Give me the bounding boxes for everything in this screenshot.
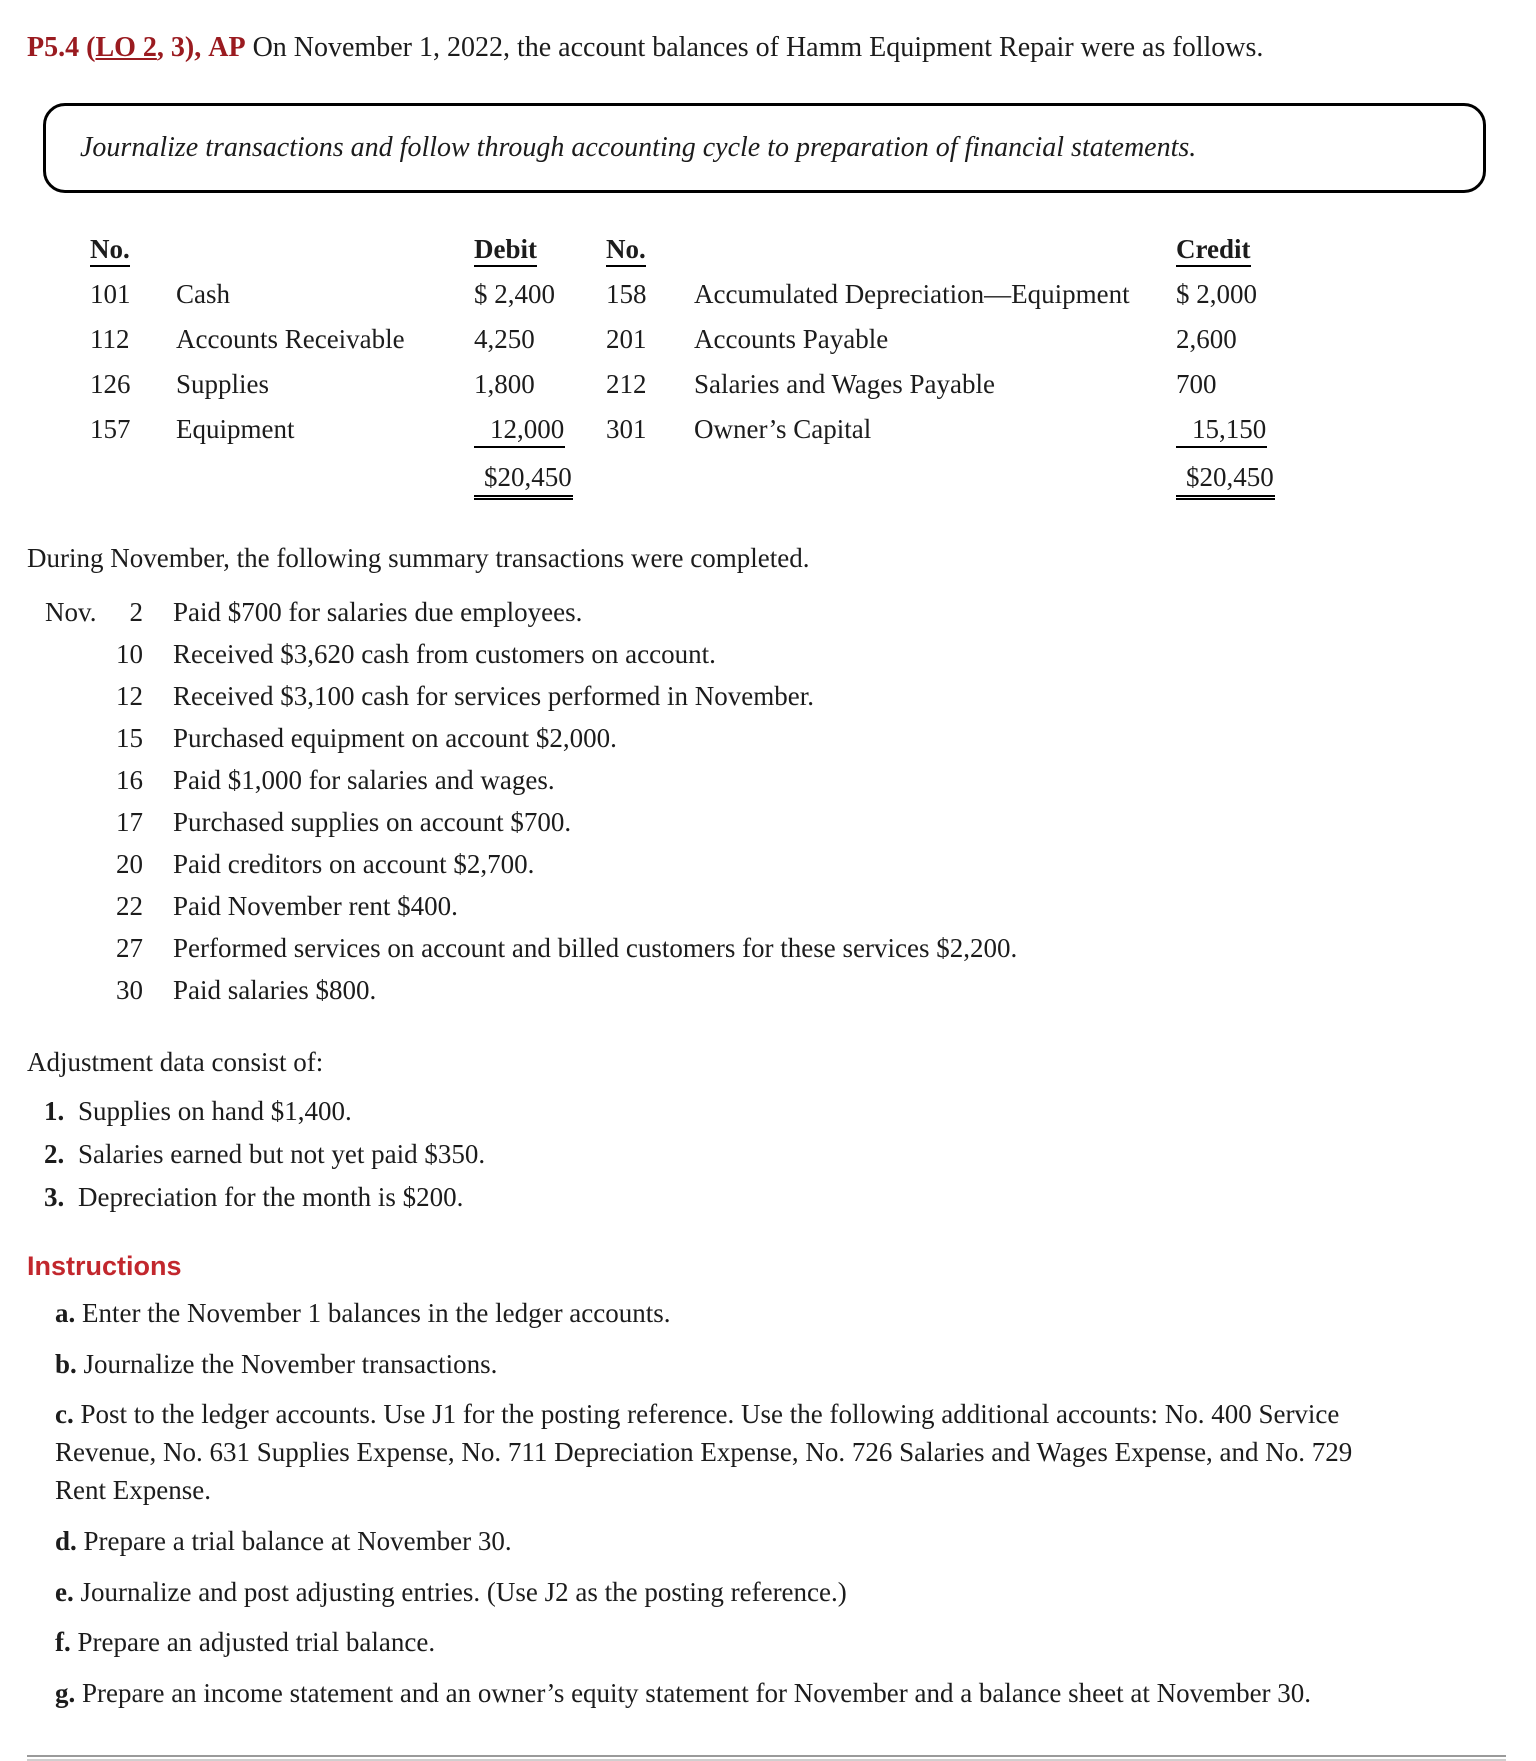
lo-rest: , 3), <box>156 32 202 63</box>
credit-balances-table <box>606 227 1314 500</box>
transaction-row <box>45 886 1506 928</box>
debit-balances-table <box>90 227 590 500</box>
transaction-text: Purchased equipment on account $2,000. <box>173 723 617 754</box>
month-label <box>45 723 103 754</box>
table-row <box>606 317 1314 362</box>
debit-total: $20,450 <box>474 462 573 500</box>
transaction-text: Paid creditors on account $2,700. <box>173 849 535 880</box>
table-header-row <box>90 227 590 272</box>
account-no: 101 <box>90 279 131 310</box>
amount: 15,150 <box>1176 414 1267 448</box>
adjustment-text: Salaries earned but not yet paid $350. <box>78 1138 486 1169</box>
transaction-text: Purchased supplies on account $700. <box>173 807 572 838</box>
account-no: 157 <box>90 414 131 445</box>
account-name: Cash <box>176 279 230 310</box>
account-name: Accounts Receivable <box>176 324 405 355</box>
lo-link[interactable]: LO 2 <box>95 32 157 63</box>
month-label <box>45 807 103 838</box>
transaction-row <box>45 760 1506 802</box>
amount: 1,800 <box>474 369 535 400</box>
account-name: Accumulated Depreciation—Equipment <box>694 279 1130 310</box>
day-label: 16 <box>116 765 143 796</box>
item-letter: c. <box>55 1399 74 1430</box>
transaction-row <box>45 718 1506 760</box>
item-letter: e. <box>55 1576 74 1607</box>
debit-column-header: Debit <box>474 234 537 267</box>
table-row <box>90 317 590 362</box>
day-label: 22 <box>116 891 143 922</box>
adjustments-list <box>44 1090 1506 1219</box>
list-item <box>55 1396 1385 1509</box>
item-number: 3. <box>44 1181 65 1212</box>
list-item <box>55 1624 1385 1662</box>
account-name: Owner’s Capital <box>694 414 872 445</box>
list-item <box>55 1523 1385 1561</box>
amount: $ 2,000 <box>1176 279 1257 310</box>
list-item <box>55 1675 1385 1713</box>
no-column-header: No. <box>90 234 130 267</box>
month-label <box>45 975 103 1006</box>
day-label: 27 <box>116 933 143 964</box>
adjustment-text: Depreciation for the month is $200. <box>78 1181 464 1212</box>
day-label: 2 <box>129 597 143 628</box>
table-row <box>90 272 590 317</box>
month-label <box>45 891 103 922</box>
month-label <box>45 639 103 670</box>
account-no: 158 <box>606 279 647 310</box>
lo-paren-open: ( <box>86 32 96 63</box>
instruction-text: Prepare a trial balance at November 30. <box>83 1525 512 1556</box>
transactions-intro: During November, the following summary transactions were completed. <box>27 543 810 574</box>
transaction-text: Paid salaries $800. <box>173 975 377 1006</box>
adjustment-text: Supplies on hand $1,400. <box>78 1095 352 1126</box>
no-column-header: No. <box>606 234 646 267</box>
day-label: 12 <box>116 681 143 712</box>
item-letter: g. <box>55 1678 76 1709</box>
transaction-row <box>45 844 1506 886</box>
day-label: 15 <box>116 723 143 754</box>
list-item <box>44 1090 1506 1133</box>
list-item <box>55 1574 1385 1612</box>
transaction-row <box>45 634 1506 676</box>
day-label: 17 <box>116 807 143 838</box>
account-no: 126 <box>90 369 131 400</box>
account-no: 201 <box>606 324 647 355</box>
account-name: Supplies <box>176 369 270 400</box>
amount: 4,250 <box>474 324 535 355</box>
month-label <box>45 849 103 880</box>
list-item <box>55 1346 1385 1384</box>
transaction-row <box>45 802 1506 844</box>
account-name: Salaries and Wages Payable <box>694 369 995 400</box>
instruction-text: Journalize and post adjusting entries. (Use J2 as the posting reference.) <box>80 1576 847 1607</box>
transaction-row <box>45 928 1506 970</box>
problem-intro-text: On November 1, 2022, the account balances of Hamm Equipment Repair were as follows. <box>252 32 1264 63</box>
transaction-text: Paid $700 for salaries due employees. <box>173 597 583 628</box>
table-row <box>606 362 1314 407</box>
transaction-text: Paid November rent $400. <box>173 891 458 922</box>
instruction-text: Enter the November 1 balances in the ledger accounts. <box>82 1297 671 1328</box>
month-label <box>45 765 103 796</box>
account-name: Accounts Payable <box>694 324 889 355</box>
total-row <box>606 452 1314 500</box>
month-label <box>45 933 103 964</box>
list-item <box>55 1295 1385 1333</box>
problem-header <box>27 28 1506 67</box>
list-item <box>44 1133 1506 1176</box>
total-row <box>90 452 590 500</box>
table-row <box>90 362 590 407</box>
transaction-text: Paid $1,000 for salaries and wages. <box>173 765 555 796</box>
item-letter: d. <box>55 1525 77 1556</box>
objective-text: Journalize transactions and follow through accounting cycle to preparation of financial statements. <box>80 132 1197 164</box>
amount: $ 2,400 <box>474 279 555 310</box>
instruction-text: Journalize the November transactions. <box>83 1348 498 1379</box>
instructions-heading: Instructions <box>27 1250 182 1281</box>
objective-box <box>43 103 1486 193</box>
table-row <box>606 272 1314 317</box>
transaction-row <box>45 970 1506 1012</box>
transaction-text: Performed services on account and billed customers for these services $2,200. <box>173 933 1018 964</box>
item-number: 2. <box>44 1138 65 1169</box>
month-label <box>45 681 103 712</box>
amount: 2,600 <box>1176 324 1237 355</box>
instruction-text: Prepare an income statement and an owner’s equity statement for November and a balance sheet at November 30. <box>82 1678 1312 1709</box>
item-letter: f. <box>55 1627 71 1658</box>
item-number: 1. <box>44 1095 65 1126</box>
transaction-row <box>45 676 1506 718</box>
item-letter: a. <box>55 1297 76 1328</box>
day-label: 30 <box>116 975 143 1006</box>
account-no: 301 <box>606 414 647 445</box>
credit-column-header: Credit <box>1176 234 1251 267</box>
transactions-list <box>45 592 1506 1012</box>
account-no: 212 <box>606 369 647 400</box>
item-letter: b. <box>55 1348 77 1379</box>
month-label: Nov. <box>45 597 97 628</box>
amount: 700 <box>1176 369 1217 400</box>
instruction-text: Post to the ledger accounts. Use J1 for the posting reference. Use the following additional accounts: No. 400 Service Revenue, No. 631 Supplies Expense, No. 711 Depreciation Expense, No. 726 Salaries and Wages Expense, and No. 729 Rent Expense. <box>55 1399 1353 1505</box>
transaction-text: Received $3,620 cash from customers on account. <box>173 639 716 670</box>
account-no: 112 <box>90 324 130 355</box>
amount: 12,000 <box>474 414 565 448</box>
table-row <box>606 407 1314 452</box>
table-row <box>90 407 590 452</box>
account-balances-table <box>90 227 1506 500</box>
day-label: 20 <box>116 849 143 880</box>
ap-tag: AP <box>208 32 246 63</box>
day-label: 10 <box>116 639 143 670</box>
account-name: Equipment <box>176 414 295 445</box>
credit-total: $20,450 <box>1176 462 1275 500</box>
problem-id: P5.4 <box>27 32 80 63</box>
transaction-text: Received $3,100 cash for services performed in November. <box>173 681 815 712</box>
adjustments-intro: Adjustment data consist of: <box>27 1046 324 1077</box>
instruction-text: Prepare an adjusted trial balance. <box>77 1627 436 1658</box>
instructions-list <box>27 1295 1506 1713</box>
bottom-divider <box>27 1755 1506 1761</box>
list-item <box>44 1176 1506 1219</box>
table-header-row <box>606 227 1314 272</box>
transaction-row <box>45 592 1506 634</box>
